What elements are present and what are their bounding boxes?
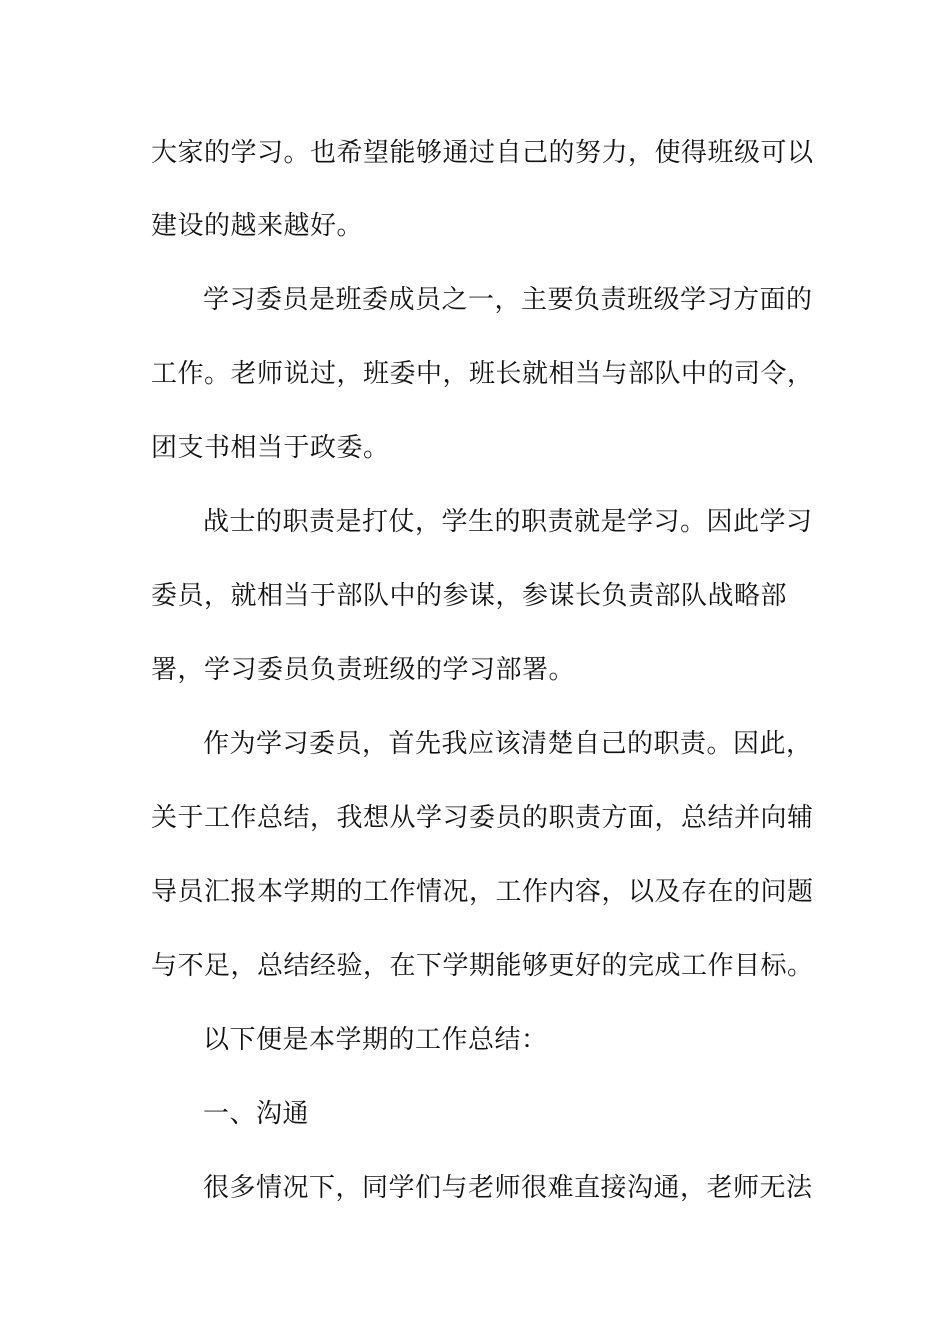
text-line-12: 与不足，总结经验，在下学期能够更好的完成工作目标。 [151, 951, 814, 981]
text-line-10: 关于工作总结，我想从学习委员的职责方面，总结并向辅 [151, 803, 814, 833]
text-line-8: 署，学习委员负责班级的学习部署。 [151, 655, 576, 685]
text-line-1: 大家的学习。也希望能够通过自己的努力，使得班级可以 [151, 138, 814, 168]
text-line-5: 团支书相当于政委。 [151, 433, 390, 463]
section-heading: 一、沟通 [203, 1099, 310, 1129]
paragraph-start-line: 学习委员是班委成员之一，主要负责班级学习方面的 [203, 285, 813, 315]
text-line-2: 建设的越来越好。 [151, 211, 364, 241]
paragraph-start-line: 作为学习委员，首先我应该清楚自己的职责。因此， [203, 729, 813, 759]
paragraph-start-line: 很多情况下，同学们与老师很难直接沟通，老师无法 [203, 1173, 813, 1203]
text-line-4: 工作。老师说过，班委中，班长就相当与部队中的司令， [151, 359, 814, 389]
paragraph-start-line: 战士的职责是打仗，学生的职责就是学习。因此学习 [203, 507, 813, 537]
text-line-7: 委员，就相当于部队中的参谋，参谋长负责部队战略部 [151, 581, 788, 611]
paragraph-start-line: 以下便是本学期的工作总结： [203, 1025, 548, 1055]
text-line-11: 导员汇报本学期的工作情况，工作内容，以及存在的问题 [151, 877, 814, 907]
